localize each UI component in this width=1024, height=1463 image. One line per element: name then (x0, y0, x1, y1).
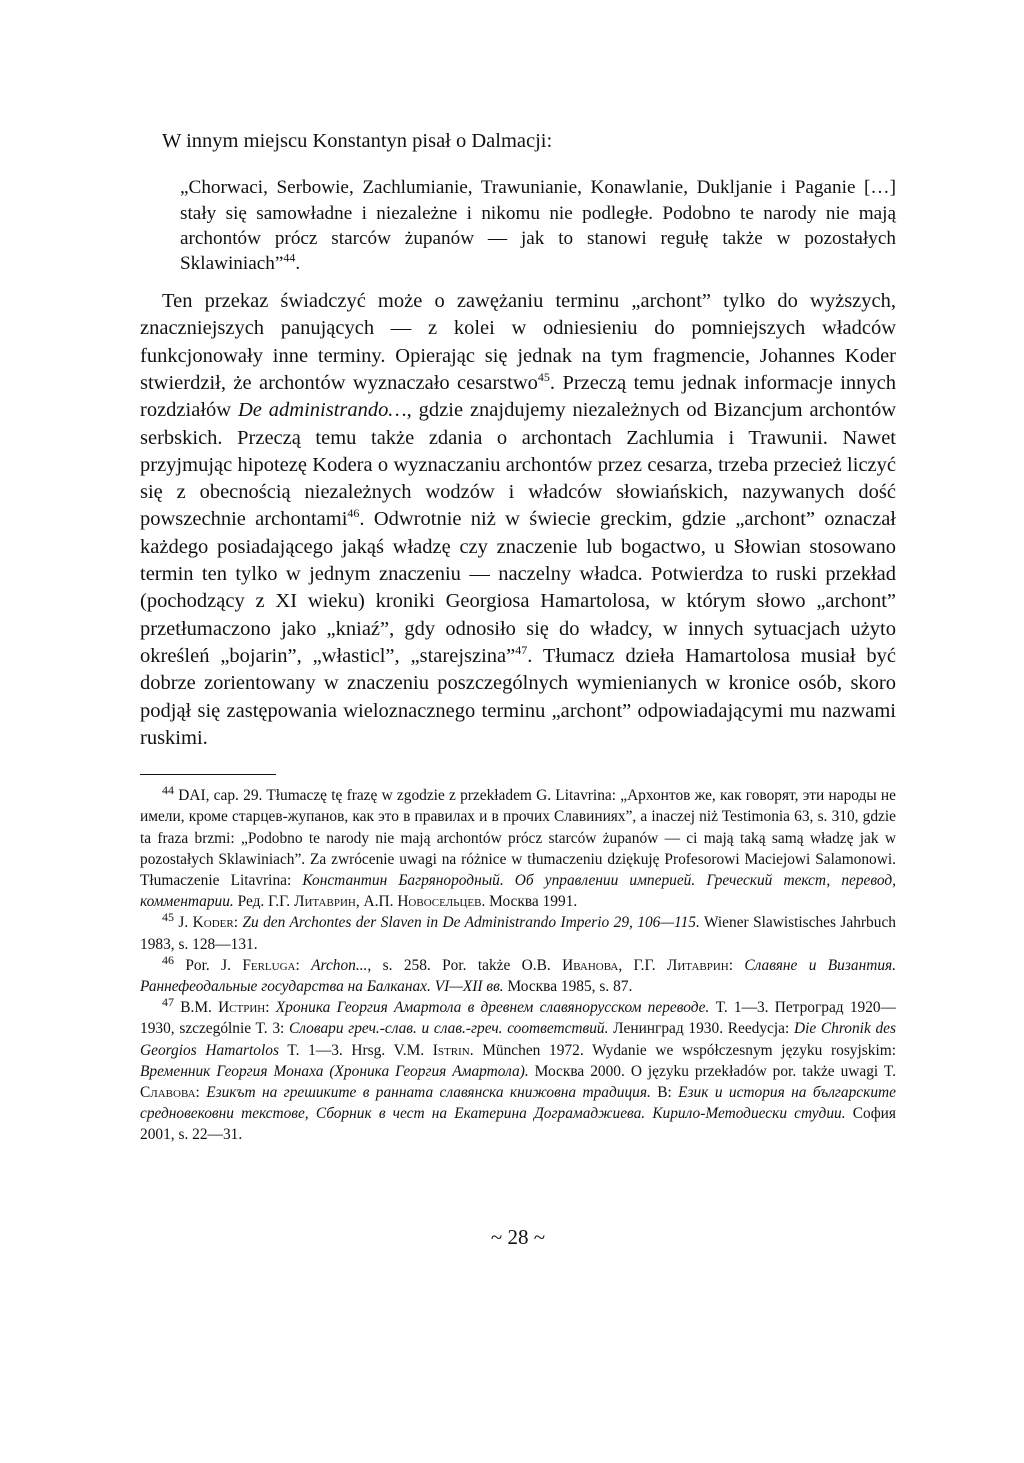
footnote-text: , Г.Г. (618, 956, 667, 974)
footnote-text: : (728, 956, 745, 974)
footnote-text: Москва 1985, s. 87. (503, 977, 633, 995)
footnote-text: Wiener Slawistisches Jahrbuch 1983, s. 128—131. (140, 914, 896, 953)
footnote-number: 44 (162, 783, 174, 798)
quote-end: . (295, 252, 301, 274)
intro-line: W innym miejscu Konstantyn pisał o Dalmacji: (162, 130, 553, 152)
footnote-text: Ред. Г.Г. (233, 893, 294, 911)
para-text-2: . Przeczą temu jednak informacje innych rozdziałów (140, 372, 897, 422)
footnotes (140, 785, 896, 1145)
footnote-text: Ленинград 1930. Reedycja: (608, 1020, 794, 1038)
footnote-italic: Archon... (311, 956, 368, 974)
footnote-text: В: (650, 1084, 679, 1101)
quote-text: „Chorwaci, Serbowie, Zachlumianie, Trawunianie, Konawlanie, Dukljanie i Paganie […] stały się samowładne i niezależne i nikomu nie podległe. Podobno te narody nie mają archontów prócz starców żupanów — jak to stanowi regułę także w pozostałych Sklawiniach” (180, 177, 896, 274)
footnote-text: T. 1—3. Петроград 1920—1930, szczególnie T. 3: (140, 999, 896, 1038)
footnote-46 (140, 952, 897, 997)
footnote-ref-44[interactable]: 44 (283, 250, 296, 265)
para-text-5: . Tłumacz dzieła Hamartolosa musiał być dobrze zorientowany w znaczeniu poszczególnych wymienianych w kronice osób, skoro podjął się zastępowania wieloznacznego terminu „archont” odpowiadającymi mu nazwami ruskimi. (140, 644, 896, 749)
page-number: ~ 28 ~ (490, 1225, 546, 1249)
footnote-ref-45[interactable]: 45 (537, 370, 550, 385)
footnote-separator (140, 774, 276, 775)
author-name: Славова (140, 1084, 196, 1101)
author-name: Новосельцев (397, 893, 482, 911)
para-text-1: Ten przekaz świadczyć może o zawężaniu terminu „archont” tylko do wyższych, znaczniejszych panujących — z kolei w odniesieniu do pomniejszych władców funkcjonowały inne terminy. Opierając się jednak na tym fragmencie, Johannes Koder stwierdził, że archontów wyznaczało cesarstwo (140, 290, 896, 394)
footnote-number: 45 (162, 910, 174, 925)
footnote-number: 47 (162, 995, 174, 1010)
footnote-text: Por. J. (174, 956, 243, 974)
footnote-text: Москва 2000. O języku przekładów por. także uwagi T. (528, 1062, 896, 1080)
para-text-3: , gdzie znajdujemy niezależnych od Bizancjum archontów serbskich. Przeczą temu także zdania o archontach Zachlumia i Trawunii. Nawet przyjmując hipotezę Kodera o wyznaczaniu archontów przez cesarza, trzeba przecież liczyć się z obecnością niezależnych wodzów i władców słowiańskich, nazywanych dość powszechnie archontami (140, 399, 897, 531)
footnote-text: T. 1—3. Hrsg. V.M. (278, 1041, 433, 1059)
footnote-45 (140, 912, 896, 954)
footnote-text: , А.П. (355, 893, 398, 911)
author-name: Иванова (562, 956, 619, 974)
author-name: Ferluga (242, 956, 296, 974)
para-text-4: . Odwrotnie niż w świecie greckim, gdzie „archont” oznaczał każdego posiadającego jakąś władzę czy znaczenie lub bogactwo, u Słowian stosowano termin ten tylko w jednym znaczeniu — naczelny władca. Potwierdza to ruski przekład (pochodzący z XI wieku) kroniki Georgiosa Hamartolosa, w którym słowo „archont” przetłumaczono jako „kniaź”, gdy odnosiło się do władcy, w innych sytuacjach użyto określeń „bojarin”, „własticl”, „starejszina” (140, 508, 896, 667)
footnote-italic: Die Chronik des Georgios Hamartolos (140, 1020, 896, 1059)
footnote-47 (140, 997, 896, 1145)
para-italic-title: De administrando… (237, 399, 407, 422)
footnote-italic: Zu den Archontes der Slaven in De Administrando Imperio 29, 106—115. (242, 914, 700, 932)
footnote-ref-47[interactable]: 47 (515, 643, 528, 658)
footnote-text: , s. 258. Por. także O.B. (367, 956, 563, 974)
footnote-text: София 2001, s. 22—31. (140, 1105, 896, 1144)
footnote-text: J. (174, 914, 193, 932)
footnote-text: B.M. (174, 999, 219, 1017)
document-page (140, 128, 897, 1249)
footnote-text: : (265, 999, 276, 1017)
block-quote (180, 175, 896, 276)
author-name: Istrin (432, 1041, 470, 1059)
footnote-italic: Език и история на българските средновековни текстове, Сборник в чест на Екатерина Дограмаджиева. Кирило-Методиески студии. (140, 1084, 896, 1123)
footnote-italic: Езикът на грешиките в ранната славянска книжовна традиция. (206, 1084, 651, 1101)
footnote-44 (140, 785, 896, 912)
footnote-italic: Константин Багрянородный. Об управлении империей. Греческий текст, перевод, комментарии. (140, 871, 896, 911)
author-name: Литаврин (666, 956, 729, 974)
footnote-italic: Хроника Георгия Амартола в древнем славянорусском переводе. (275, 999, 710, 1017)
footnote-italic: Славяне и Византия. Раннефеодальные государства на Балканах. VI—XII вв. (140, 956, 897, 995)
footnote-text: : (295, 956, 312, 974)
footnote-text: . Москва 1991. (481, 893, 578, 911)
footnote-text: : (195, 1084, 207, 1101)
author-name: Koder (192, 914, 234, 932)
footnote-number: 46 (162, 952, 174, 967)
footnote-italic: Словари греч.-слав. и слав.-греч. соответствий. (289, 1020, 609, 1038)
main-paragraph (140, 288, 896, 752)
footnote-italic: Временник Георгия Монаха (Хроника Георгия Амартола). (140, 1062, 529, 1080)
footnote-text: . München 1972. Wydanie we współczesnym języku rosyjskim: (469, 1041, 896, 1059)
author-name: Истрин (218, 999, 266, 1017)
footnote-ref-46[interactable]: 46 (347, 506, 360, 521)
author-name: Литаврин (294, 893, 356, 911)
footnote-text: DAI, cap. 29. Tłumaczę tę frazę w zgodzie z przekładem G. Litavrina: „Архонтов же, как говорят, эти народы не имели, кроме старцев-жупанов, как это в правилах и в прочих Славиниях”, a inaczej niż Testimonia 63, s. 310, gdzie ta fraza brzmi: „Podobno te narody nie mają archontów prócz starców żupanów — ci mają taką samą władzę jak w pozostałych Sklawiniach”. Za zwrócenie uwagi na różnice w tłumaczeniu dziękuję Profesorowi Maciejowi Salamonowi. Tłumaczenie Litavrina: (140, 787, 896, 889)
footnote-text: : (233, 914, 243, 932)
